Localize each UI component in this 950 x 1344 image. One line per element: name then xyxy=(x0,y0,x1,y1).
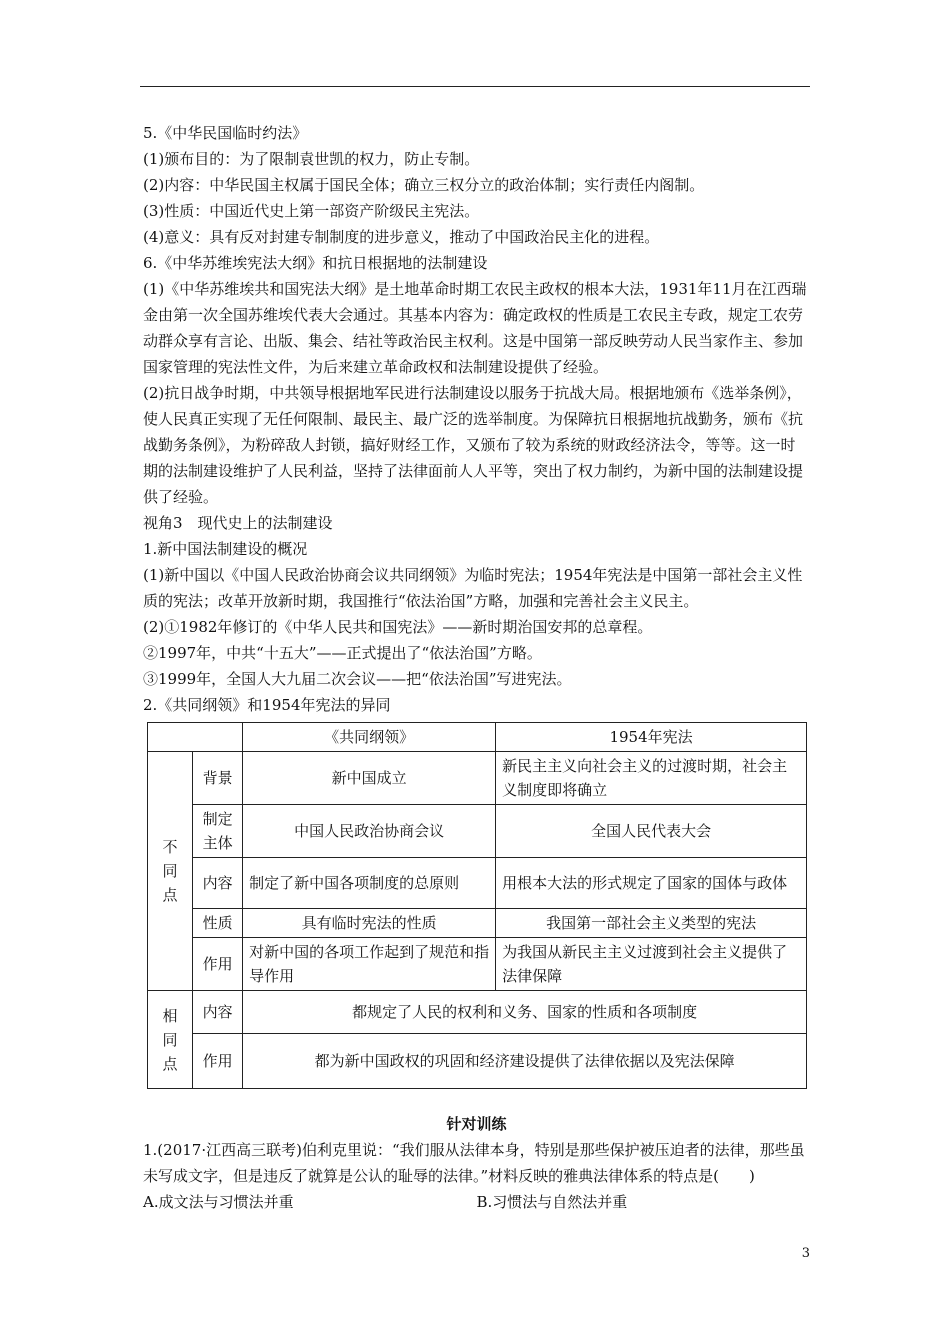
table-cell: 新中国成立 xyxy=(243,752,496,805)
table-row xyxy=(148,991,807,1034)
section-5-item: (3)性质：中国近代史上第一部资产阶级民主宪法。 xyxy=(143,202,480,220)
table-cell: 我国第一部社会主义类型的宪法 xyxy=(496,909,807,938)
table-row xyxy=(148,1034,807,1089)
table-row xyxy=(148,752,807,805)
table-cell: 用根本大法的形式规定了国家的国体与政体 xyxy=(496,858,807,909)
table-cell: 新民主主义向社会主义的过渡时期，社会主义制度即将确立 xyxy=(496,752,807,805)
table-row xyxy=(148,858,807,909)
row-key: 背景 xyxy=(193,752,243,805)
row-key: 内容 xyxy=(193,858,243,909)
table-cell: 为我国从新民主主义过渡到社会主义提供了法律保障 xyxy=(496,938,807,991)
row-key: 作用 xyxy=(193,938,243,991)
table-header-row xyxy=(148,723,807,752)
table-row xyxy=(148,938,807,991)
row-key: 内容 xyxy=(193,991,243,1034)
section-6-paragraph: (1)《中华苏维埃共和国宪法大纲》是土地革命时期工农民主政权的根本大法，1931年11月在江西瑞金由第一次全国苏维埃代表大会通过。其基本内容为：确定政权的性质是工农民主专政，规定工农劳动群众享有言论、出版、集会、结社等政治民主权利。这是中国第一部反映劳动人民当家作主、参加国家管理的宪法性文件，为后来建立革命政权和法制建设提供了经验。 xyxy=(143,280,807,376)
table-cell: 对新中国的各项工作起到了规范和指导作用 xyxy=(243,938,496,991)
list-item: (2)①1982年修订的《中华人民共和国宪法》——新时期治国安邦的总章程。 xyxy=(143,618,653,636)
section-5-item: (1)颁布目的：为了限制袁世凯的权力，防止专制。 xyxy=(143,150,480,168)
section-5-item: (4)意义：具有反对封建专制制度的进步意义，推动了中国政治民主化的进程。 xyxy=(143,228,660,246)
group-label-diff: 不 同 点 xyxy=(148,752,193,991)
page-number: 3 xyxy=(801,1246,810,1261)
question-1-options xyxy=(143,1189,810,1215)
row-key: 性质 xyxy=(193,909,243,938)
page-content xyxy=(143,120,810,1215)
group-label-same: 相 同 点 xyxy=(148,991,193,1089)
table-header-cell: 1954年宪法 xyxy=(496,723,807,752)
section-6-paragraph: (2)抗日战争时期，中共领导根据地军民进行法制建设以服务于抗战大局。根据地颁布《选举条例》，使人民真正实现了无任何限制、最民主、最广泛的选举制度。为保障抗日根据地抗战勤务，颁布《抗战勤务条例》，为粉碎敌人封锁，搞好财经工作，又颁布了较为系统的财政经济法令，等等。这一时期的法制建设维护了人民利益，坚持了法律面前人人平等，突出了权力制约，为新中国的法制建设提供了经验。 xyxy=(143,384,804,506)
row-key: 作用 xyxy=(193,1034,243,1089)
subheading: 1.新中国法制建设的概况 xyxy=(143,540,308,558)
table-corner-cell xyxy=(148,723,243,752)
header-rule xyxy=(140,86,810,87)
option-a: A.成文法与习惯法并重 xyxy=(143,1193,294,1211)
section-5-item: (2)内容：中华民国主权属于国民全体；确立三权分立的政治体制；实行责任内阁制。 xyxy=(143,176,705,194)
list-item: ②1997年，中共“十五大”——正式提出了“依法治国”方略。 xyxy=(143,644,542,662)
view-3-title: 视角3 现代史上的法制建设 xyxy=(143,514,333,532)
table-cell: 制定了新中国各项制度的总原则 xyxy=(243,858,496,909)
table-cell: 都规定了人民的权利和义务、国家的性质和各项制度 xyxy=(243,991,807,1034)
option-b: B.习惯法与自然法并重 xyxy=(476,1193,628,1211)
section-6-title: 6.《中华苏维埃宪法大纲》和抗日根据地的法制建设 xyxy=(143,254,488,272)
table-cell: 全国人民代表大会 xyxy=(496,805,807,858)
section-5-title: 5.《中华民国临时约法》 xyxy=(143,124,308,142)
question-1: 1.(2017·江西高三联考)伯利克里说：“我们服从法律本身，特别是那些保护被压迫者的法律，那些虽未写成文字，但是违反了就算是公认的耻辱的法律。”材料反映的雅典法律体系的特点是( ) xyxy=(143,1141,805,1185)
table-cell: 中国人民政治协商会议 xyxy=(243,805,496,858)
comparison-table xyxy=(147,722,807,1089)
training-title: 针对训练 xyxy=(446,1115,507,1133)
subheading: 2.《共同纲领》和1954年宪法的异同 xyxy=(143,696,391,714)
table-header-cell: 《共同纲领》 xyxy=(243,723,496,752)
list-item: ③1999年，全国人大九届二次会议——把“依法治国”写进宪法。 xyxy=(143,670,572,688)
row-key: 制定 主体 xyxy=(193,805,243,858)
table-cell: 都为新中国政权的巩固和经济建设提供了法律依据以及宪法保障 xyxy=(243,1034,807,1089)
table-row xyxy=(148,909,807,938)
paragraph: (1)新中国以《中国人民政治协商会议共同纲领》为临时宪法；1954年宪法是中国第一部社会主义性质的宪法；改革开放新时期，我国推行“依法治国”方略，加强和完善社会主义民主。 xyxy=(143,566,803,610)
table-cell: 具有临时宪法的性质 xyxy=(243,909,496,938)
table-row xyxy=(148,805,807,858)
